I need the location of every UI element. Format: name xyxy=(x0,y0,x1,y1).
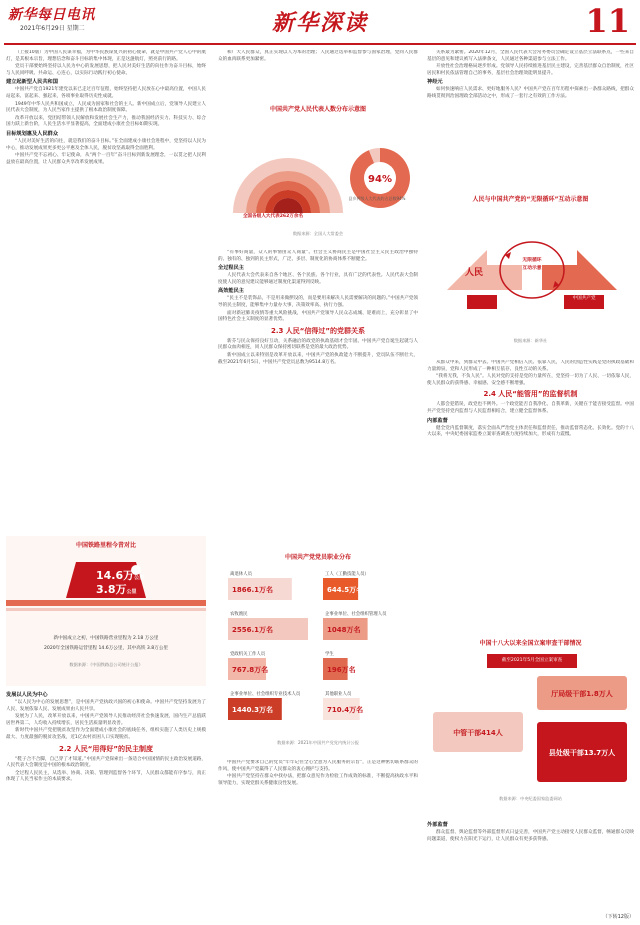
occupation-category-label: 学生 xyxy=(325,652,334,657)
people-arrow-shape xyxy=(447,250,522,290)
subheading: 高效能民主 xyxy=(218,288,244,295)
article-column-3 xyxy=(427,50,634,188)
paragraph: 和广大人民群众，真正实现以人为本的治理；人民通过选举和监督参与国家治理，党同人民群众的血肉联系更加紧密。 xyxy=(218,50,418,62)
page-number: 11 xyxy=(585,2,630,40)
masthead xyxy=(0,0,640,46)
continued-note: （下转12版） xyxy=(602,914,634,921)
rail-track-shadow xyxy=(6,608,206,611)
section-subhead: 2.3 人民“信得过”的党群关系 xyxy=(270,326,366,335)
paragraph: 中国共产党坚持在群众中找办法，把群众意见作为检验工作成效的标准，不断提高执政水平和领导能力，实现党群关系健康良性发展。 xyxy=(218,774,418,786)
subheading: 内部监督 xyxy=(427,417,448,424)
article-column-1-bottom xyxy=(6,690,206,920)
paragraph: 人民代表大会代表来自各个地区、各个民族、各个行业，具有广泛的代表性。人民代表大会制度使人民的意见建议能够通过制度化渠道得到反映。 xyxy=(218,273,418,285)
case-bar-label: 县处级干部13.7万人 xyxy=(548,749,616,757)
article-column-2-bottom xyxy=(218,760,418,920)
occupation-value-label: 710.4万名 xyxy=(327,706,364,714)
rail-total xyxy=(96,570,144,584)
paragraph: “人民对美好生活的向往，就是我们的奋斗目标。”在全面建成小康社会进程中，党坚持以人民为中心，推动发展成果更多更公平惠及全体人民，脱贫攻坚战取得全面胜利。 xyxy=(6,138,206,151)
paragraph: 健全党内监督制度，落实全面从严治党主体责任和监督责任，推动监督常态化、长效化。党的十八大以来，中央纪委国家监委立案审查调查力度持续加大，形成有力震慑。 xyxy=(427,425,634,438)
occupation-value-label: 1440.3万名 xyxy=(232,706,274,714)
cycle-center-top: 无限循环 xyxy=(522,258,542,263)
legend-item: 全国人大代表约3000名 xyxy=(280,128,321,133)
figure-title: 人民与中国共产党的“无限循环”互动示意图 xyxy=(472,196,589,203)
railway-figure xyxy=(6,536,206,686)
paragraph: 如何快速响应人民需求、更好地服务人民？中国共产党在百年历程中探索出一条群众路线，把群众路线贯彻到治国理政全部活动之中，形成了一套行之有效的工作方法。 xyxy=(427,87,634,99)
subheading: 发展以人民为中心 xyxy=(6,692,48,698)
figure-source: 数据来源：中央纪委国家监委网站 xyxy=(499,796,562,801)
occupation-value-label: 1048万名 xyxy=(327,626,361,634)
paragraph: 新芬与民众保持良好互动，关系融洽的政党的执政基础才会牢固。中国共产党自诞生起就与人民群众血肉相连，同人民群众保持密切联系是党的最大政治优势。 xyxy=(218,338,418,351)
paragraph: 人都会犯错误，政党也不例外。一个政党能否自我净化、自我革新，关键在于能否接受监督。中国共产党坚持党内监督与人民监督相结合，建立健全监督体系。 xyxy=(427,402,634,414)
paragraph: “我将无我，不负人民”。人民对党的支持是党的力量所在，党坚持一切为了人民、一切依靠人民，使人民群众的获得感、幸福感、安全感不断增强。 xyxy=(427,374,634,386)
occupation-category-label: 工人（工勤技能人员） xyxy=(325,572,369,577)
rail-total-value: 14.6万 xyxy=(96,569,135,582)
party-label: 中国共产党 xyxy=(572,296,596,301)
subheading: 神经元 xyxy=(427,79,443,86)
hsr-total-unit: 公里 xyxy=(126,589,137,595)
subheading: 建立起新型人民共和国 xyxy=(6,79,58,86)
occupation-value-label: 767.8万名 xyxy=(232,666,269,674)
article-column-1 xyxy=(6,50,206,530)
section-subhead: 2.4 人民“能管用”的监督机制 xyxy=(483,390,578,399)
figure-source: 数据来源：2021年中国共产党党内统计公报 xyxy=(277,740,359,745)
pie-percent: 94% xyxy=(368,174,392,185)
paragraph: 面对新冠肺炎疫情等重大风险挑战，中国共产党领导人民众志成城、迎难而上，充分彰显了中国特色社会主义制度的显著优势。 xyxy=(218,310,418,323)
people-block xyxy=(467,295,497,309)
subheading: 目标规划惠及人民群众 xyxy=(6,130,58,137)
paragraph: 中国共产党自1921年建党以来已走过百年征程，始终坚持把人民放在心中最高位置，中国人民站起来、富起来、强起来，各项事业取得历史性成就。 xyxy=(6,87,206,99)
paragraph: 关系最为紧密。2020年12月，全国人民代表大会常务委员会确定设立基层立法联系点，一些来自基层的意见和建议被写入法律条文，人民通过各种渠道参与立法工作。 xyxy=(427,50,634,62)
legend-arcs xyxy=(233,158,343,213)
occupation-value-label: 196万名 xyxy=(327,666,356,674)
occupation-value-label: 644.5万名 xyxy=(327,586,364,594)
paragraph: 中国共产党要求自己的党员“牢牢记住全心全意为人民服务的宗旨”，正是这种密切联系群众的作风，使中国共产党赢得了人民群众的衷心拥护与支持。 xyxy=(218,760,418,772)
occupation-category-label: 离退休人员 xyxy=(230,572,252,577)
paragraph: “以人民为中心的发展思想”，是中国共产党执政兴国的初心和使命。中国共产党坚持发展为了人民、发展依靠人民、发展成果由人民共享。 xyxy=(6,700,206,712)
occupation-category-label: 党政机关工作人员 xyxy=(230,652,266,657)
pie-note: 县乡两级人大代表约占总数94% xyxy=(348,196,406,201)
pie-legend xyxy=(280,128,370,153)
paragraph: 新中国成立以来特别是改革开放以来，中国共产党的执政能力不断提升，党员队伍不断壮大，截至2021年6月5日，中国共产党党员总数为9514.8万名。 xyxy=(218,352,418,365)
header-divider xyxy=(4,43,636,45)
paragraph: “鞋子合不合脚，自己穿了才知道。”中国共产党探索出一条适合中国国情的民主政治发展道路，人民代表大会制度是中国的根本政治制度。 xyxy=(6,756,206,769)
case-bar-label: 厅局级干部1.8万人 xyxy=(551,690,613,698)
paper-date: 2021年6月29日 星期二 xyxy=(20,25,85,32)
party-arrow-shape xyxy=(542,250,617,290)
paragraph: 发展为了人民，改革开放以来，中国共产党领导人民推动经济社会快速发展，国内生产总值跃居世界第二，人均收入持续增长，居民生活质量明显改善。 xyxy=(6,714,206,726)
paragraph: 从群众中来，到群众中去。中国共产党相信人民、依靠人民，人民的创造性实践是党的执政基础和力量源泉，党和人民形成了一种相互依存、良性互动的关系。 xyxy=(427,360,634,372)
paragraph: 新时代中国共产党把脱贫攻坚作为全面建成小康社会的底线任务，组织实施了人类历史上规模最大、力度最强的脱贫攻坚战，近1亿农村贫困人口实现脱贫。 xyxy=(6,728,206,740)
subheading: 全过程民主 xyxy=(218,265,244,272)
paragraph: “有事好商量，众人的事情由众人商量”。社会主义协商民主是中国社会主义民主政治中独特的、独有的、独到的民主形式，广泛、多层、制度化的协商体系不断健全。 xyxy=(218,250,418,262)
figure-title: 中国共产党人民代表人数分布示意图 xyxy=(269,106,366,113)
cycle-center-bottom: 互动示意 xyxy=(522,266,542,271)
occupation-category-label: 企事业单位、社会组织专业技术人员 xyxy=(230,692,301,697)
occupation-category-label: 其他职业人员 xyxy=(325,692,352,697)
case-bars xyxy=(427,672,634,792)
article-column-2-middle xyxy=(218,250,418,546)
occupation-value-label: 1866.1万名 xyxy=(232,586,274,594)
paragraph: 群众监督、舆论监督等外部监督形式日益完善，中国共产党主动接受人民群众监督，畅通群众反映问题渠道，使权力在阳光下运行，让人民群众有更多获得感。 xyxy=(427,830,634,842)
paragraph: 中国共产党不忘初心、牢记使命，从“两个一百年”奋斗目标到新发展理念，一以贯之把人民利益放在最高位置，让人民群众共享改革发展成果。 xyxy=(6,153,206,165)
figure-title: 中国十八大以来全国立案审查干部情况 xyxy=(479,640,582,647)
occupation-category-label: 企事业单位、社会组织管理人员 xyxy=(325,612,387,617)
legend-item: 县级人大代表约60万名 xyxy=(280,143,320,148)
article-column-2 xyxy=(218,50,418,102)
occupation-value-label: 2556.1万名 xyxy=(232,626,274,634)
figure-source: 数据来源：《中国铁路总公司统计公报》 xyxy=(69,662,143,667)
case-review-figure xyxy=(427,640,634,810)
rail-note-2: 2020年全国铁路运营里程 14.6万公里，其中高铁 3.8万公里 xyxy=(43,646,169,651)
figure-source: 数据来源：新华社 xyxy=(513,338,548,343)
article-column-3-middle xyxy=(427,360,634,630)
paragraph: 1949年中华人民共和国成立，人民成为国家和社会的主人。新中国成立后，党领导人民建立人民代表大会制度，为人民当家作主提供了根本政治制度保障。 xyxy=(6,101,206,114)
section-logo: 新华深读 xyxy=(271,10,368,36)
hsr-total xyxy=(96,584,137,598)
hsr-total-value: 3.8万 xyxy=(96,583,127,596)
pie-total-label: 全国各级人大代表262万余名 xyxy=(242,214,304,219)
figure-title: 中国共产党党员职业分布 xyxy=(284,554,351,561)
paper-name: 新华每日电讯 xyxy=(8,7,95,23)
lead-paragraph: （上接10版）为中国人民谋幸福，为中华民族谋复兴的初心使命，就是中国共产党人心中的航灯，是其根本宗旨，理想信念和奋斗目标的集中体现，正是这盏航灯，照亮前行的路。 xyxy=(6,50,206,62)
paragraph: 全过程人民民主，从选举、协商、决策、管理到监督各个环节，人民群众都能有序参与，真正体现了人民当家作主的本质要求。 xyxy=(6,770,206,783)
rail-total-unit: 公里 xyxy=(134,575,145,581)
paragraph: 改革开放以来，党团结带领人民解放和发展社会生产力，推动我国经济实力、科技实力、综合国力跃上新台阶，人民生活水平显著提高，全面建成小康社会目标如期实现。 xyxy=(6,115,206,128)
article-column-3-bottom xyxy=(427,820,634,918)
paragraph: “民主不是装饰品，不是用来做摆设的，而是要用来解决人民需要解决的问题的。”中国共产党领导的民主制度，能够集中力量办大事，决策效率高、执行力强。 xyxy=(218,296,418,308)
case-bar-label: 中管干部414人 xyxy=(453,729,503,737)
legend-item: 省级人大代表约2万名 xyxy=(280,133,317,138)
section-subhead: 2.2 人民“用得好”的民主制度 xyxy=(58,744,154,753)
figure-source: 数据来源：全国人大常委会 xyxy=(292,231,344,236)
occupation-chart xyxy=(218,554,418,754)
occupation-category-label: 农牧渔民 xyxy=(230,612,248,617)
legend-item: 市级人大代表约12万名 xyxy=(280,138,320,143)
case-header-badge: 截至2021年5月全国立案审查 xyxy=(487,654,577,668)
legend-item: 乡级人大代表约200万名 xyxy=(280,148,322,153)
rail-track xyxy=(6,600,206,606)
figure-title: 中国铁路里程今昔对比 xyxy=(75,542,136,549)
representatives-pie-figure xyxy=(218,106,418,246)
cycle-figure xyxy=(427,196,634,356)
people-label: 人民 xyxy=(465,268,484,278)
paragraph: 党员干部要始终坚持以人民为中心的发展思想，把人民对美好生活的向往作为奋斗目标，始终与人民同呼吸、共命运、心连心，以实际行动践行初心使命。 xyxy=(6,64,206,76)
section-banner xyxy=(260,4,380,42)
paragraph: 开放性社会治理格局逐步形成。党领导人民持续推进基层民主建设，完善基层群众自治制度，社区居民和村民依法管理自己的事务，基层社会治理效能明显提升。 xyxy=(427,64,634,76)
rail-note-1: 新中国成立之初，中国铁路营业里程为 2.18 万公里 xyxy=(53,636,159,641)
subheading: 外部监督 xyxy=(427,822,448,828)
occupation-bars xyxy=(218,566,418,736)
